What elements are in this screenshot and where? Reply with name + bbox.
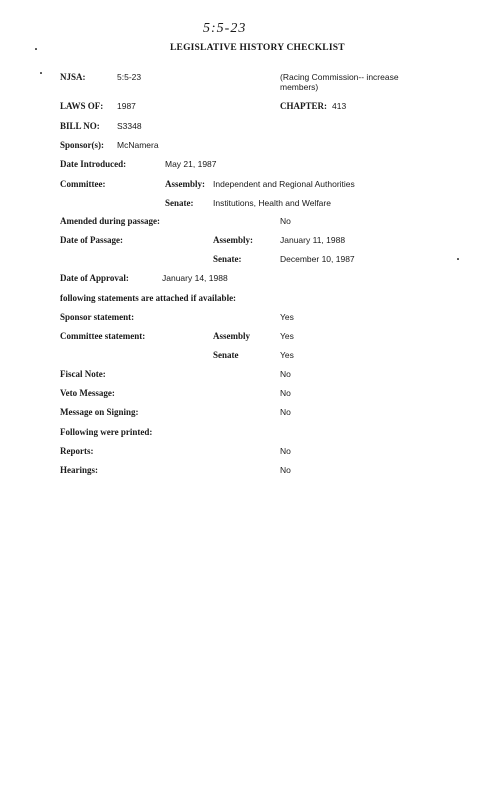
laws-of-value: 1987: [117, 101, 136, 111]
amended-value: No: [280, 216, 291, 226]
chapter-value: 413: [332, 101, 347, 111]
bill-no-value: S3348: [117, 121, 142, 131]
committee-statement-senate-value: Yes: [280, 350, 294, 360]
committee-senate-label: Senate:: [165, 198, 194, 208]
passage-senate-label: Senate:: [213, 254, 242, 264]
date-of-approval-value: January 14, 1988: [162, 273, 228, 283]
passage-assembly-value: January 11, 1988: [280, 235, 346, 245]
reports-label: Reports:: [60, 446, 94, 456]
hearings-value: No: [280, 465, 291, 475]
committee-senate-value: Institutions, Health and Welfare: [213, 198, 331, 208]
date-introduced-value: May 21, 1987: [165, 159, 217, 169]
sponsors-label: Sponsor(s):: [60, 140, 105, 150]
committee-statement-assembly-label: Assembly: [213, 331, 251, 341]
sponsors-value: McNamera: [117, 140, 159, 150]
committee-label: Committee:: [60, 179, 106, 189]
passage-senate-value: December 10, 1987: [280, 254, 355, 264]
fiscal-note-value: No: [280, 369, 291, 379]
message-on-signing-label: Message on Signing:: [60, 407, 139, 417]
printed-header: Following were printed:: [60, 427, 153, 437]
scan-speck: [35, 48, 37, 50]
bill-no-label: BILL NO:: [60, 121, 100, 131]
scan-speck: [40, 72, 42, 74]
passage-assembly-label: Assembly:: [213, 235, 253, 245]
message-on-signing-value: No: [280, 407, 291, 417]
scan-speck: [457, 258, 459, 260]
chapter-label: CHAPTER:: [280, 101, 327, 111]
veto-message-value: No: [280, 388, 291, 398]
reports-value: No: [280, 446, 291, 456]
njsa-label: NJSA:: [60, 72, 86, 82]
date-of-approval-label: Date of Approval:: [60, 273, 129, 283]
hearings-label: Hearings:: [60, 465, 98, 475]
fiscal-note-label: Fiscal Note:: [60, 369, 106, 379]
date-introduced-label: Date Introduced:: [60, 159, 127, 169]
committee-statement-label: Committee statement:: [60, 331, 146, 341]
njsa-note: (Racing Commission-- increase: [280, 72, 399, 82]
statements-header: following statements are attached if available:: [60, 293, 237, 303]
committee-assembly-value: Independent and Regional Authorities: [213, 179, 355, 189]
handwritten-number: 5:5-23: [203, 21, 247, 36]
laws-of-label: LAWS OF:: [60, 101, 104, 111]
date-of-passage-label: Date of Passage:: [60, 235, 123, 245]
njsa-value: 5:5-23: [117, 72, 142, 82]
veto-message-label: Veto Message:: [60, 388, 115, 398]
committee-statement-assembly-value: Yes: [280, 331, 294, 341]
njsa-note-cont: members): [280, 82, 319, 92]
page-title: LEGISLATIVE HISTORY CHECKLIST: [170, 43, 345, 53]
committee-statement-senate-label: Senate: [213, 350, 239, 360]
sponsor-statement-value: Yes: [280, 312, 294, 322]
committee-assembly-label: Assembly:: [165, 179, 205, 189]
sponsor-statement-label: Sponsor statement:: [60, 312, 135, 322]
amended-label: Amended during passage:: [60, 216, 161, 226]
